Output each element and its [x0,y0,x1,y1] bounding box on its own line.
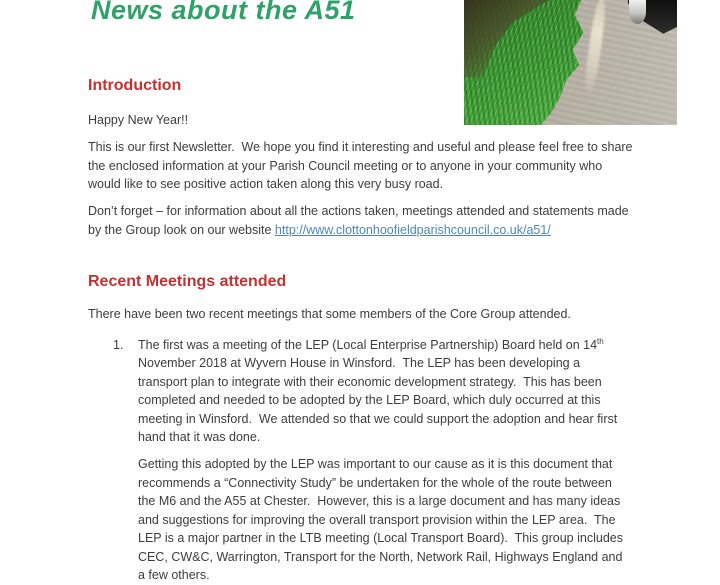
list-item-1 [88,336,634,585]
greeting-text: Happy New Year!! [88,113,189,127]
intro-paragraph: This is our first Newsletter. We hope you find it interesting and useful and please feel free to share the enclosed information at your Parish Council meeting or to anyone in your community who would like to see positive action taken along this very busy road. [88,140,636,191]
car-wheel-arch [629,0,646,24]
meetings-list [88,336,634,585]
section-heading-recent-meetings: Recent Meetings attended [88,273,287,290]
ordinal-superscript: th [597,336,604,346]
document-body [88,76,634,585]
section-heading-introduction: Introduction [88,77,182,94]
list-item-1-body [138,336,629,585]
meetings-intro-paragraph: There have been two recent meetings that some members of the Core Group attended. [88,307,571,321]
meeting-1-paragraph-2: Getting this adopted by the LEP was important to our cause as it is this document that recommends a “Connectivity Study” be undertaken for the whole of the route between the M6 and the A55 at Chester. However, this is a large document and has many ideas and suggestions for improving the overall transport provision within the LEP area. The LEP is a major partner in the LTB meeting (Local Transport Board). This group includes CEC, CW&C, Warrington, Transport for the North, Network Rail, Highways England and a few others. [138,457,627,582]
newsletter-title: News about the A51 [91,0,356,25]
list-item-1-number: 1. [113,337,124,352]
website-link[interactable]: http://www.clottonhoofieldparishcouncil.co.uk/a51/ [274,222,551,237]
dont-forget-paragraph [88,202,634,239]
dont-forget-text: Don’t forget – for information about all the actions taken, meetings attended and statements made by the Group look on our website [88,204,633,237]
meeting-1-paragraph-1: The first was a meeting of the LEP (Local Enterprise Partnership) Board held on 14th November 2018 at Wyvern House in Winsford. The LEP has been developing a transport plan to integrate with their economic development strategy. This has been completed and needed to be adopted by the LEP Board, which duly occurred at this meeting in Winsford. We attended so that we could support the adoption and hear first hand that it was done. [138,336,621,444]
